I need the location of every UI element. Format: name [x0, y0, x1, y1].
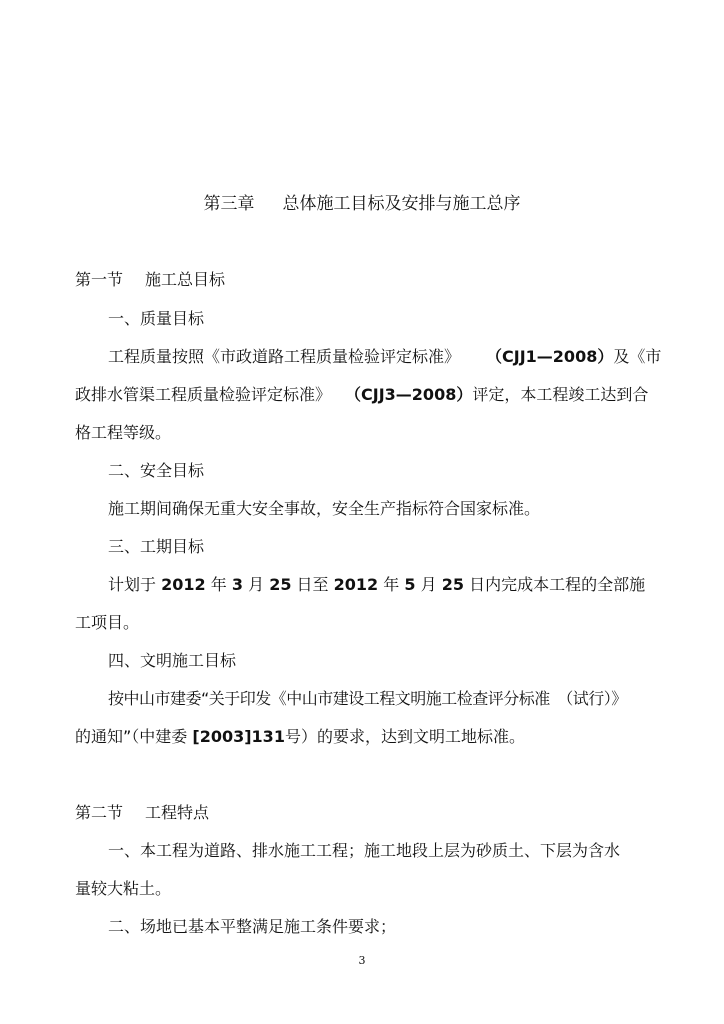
quality-line-2-text-a: 政排水管渠工程质量检验评定标准》: [75, 385, 332, 404]
schedule-heading: 三、工期目标: [108, 537, 205, 556]
section-1-number: 第一节: [75, 270, 124, 289]
feature-2-line-1: 二、场地已基本平整满足施工条件要求；: [108, 917, 397, 936]
schedule-end-year: 2012: [333, 575, 379, 594]
section-2-number: 第二节: [75, 803, 124, 822]
quality-standard-code-1: （CJJ1—2008）: [486, 347, 614, 366]
chapter-title: 总体施工目标及安排与施工总序: [282, 194, 521, 214]
schedule-end-day: 25: [441, 575, 464, 594]
civil-line-2: [75, 727, 525, 747]
quality-heading: 一、质量目标: [108, 309, 205, 328]
schedule-start-day: 25: [269, 575, 292, 594]
civil-heading: 四、文明施工目标: [108, 651, 237, 670]
quality-standard-code-2: （CJJ3—2008）: [345, 385, 473, 404]
chapter-number: 第三章: [203, 194, 255, 214]
civil-document-number: [2003]131: [192, 727, 285, 746]
chapter-heading: [0, 194, 724, 214]
page-number: 3: [358, 954, 366, 967]
schedule-line-2: 工项目。: [75, 613, 140, 632]
section-1-title: 施工总目标: [145, 270, 226, 289]
schedule-text-year: 年: [210, 575, 227, 594]
civil-line-2-text-b: 号）的要求，达到文明工地标准。: [284, 727, 525, 746]
schedule-text-month-2: 月: [420, 575, 437, 594]
quality-line-2: [75, 385, 648, 405]
quality-line-1-text-b: 及《市: [613, 347, 662, 366]
civil-line-1: 按中山市建委“关于印发《中山市建设工程文明施工检查评分标准 （试行）》: [108, 689, 627, 708]
quality-line-3: 格工程等级。: [75, 423, 172, 442]
schedule-text-year-2: 年: [383, 575, 400, 594]
schedule-text-plan: 计划于: [108, 575, 157, 594]
section-2-heading: [75, 803, 209, 823]
section-1-heading: [75, 270, 225, 290]
safety-heading: 二、安全目标: [108, 461, 205, 480]
quality-line-2-text-b: 评定，本工程竣工达到合: [472, 385, 649, 404]
feature-1-line-2: 量较大粘土。: [75, 879, 172, 898]
safety-line-1: 施工期间确保无重大安全事故，安全生产指标符合国家标准。: [108, 499, 541, 518]
schedule-line-1: [108, 575, 645, 595]
schedule-start-month: 3: [231, 575, 243, 594]
schedule-text-end: 日内完成本工程的全部施: [469, 575, 646, 594]
section-2-title: 工程特点: [145, 803, 210, 822]
schedule-start-year: 2012: [161, 575, 206, 594]
quality-line-1-text-a: 工程质量按照《市政道路工程质量检验评定标准》: [108, 347, 461, 366]
schedule-end-month: 5: [404, 575, 416, 594]
quality-line-1: [108, 347, 661, 367]
civil-line-2-text-a: 的通知”（中建委: [75, 727, 188, 746]
feature-1-line-1: 一、本工程为道路、排水施工工程；施工地段上层为砂质土、下层为含水: [108, 841, 621, 860]
schedule-text-to: 日至: [296, 575, 329, 594]
schedule-text-month: 月: [248, 575, 265, 594]
